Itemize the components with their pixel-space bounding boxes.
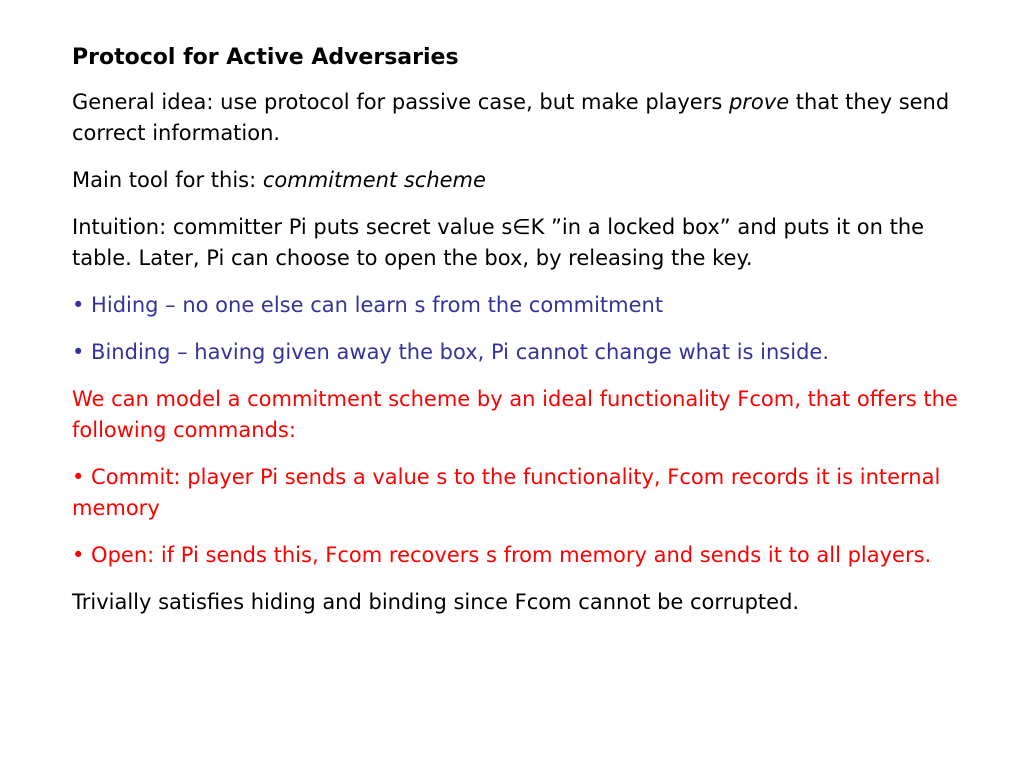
trivially-paragraph: Trivially satisfies hiding and binding since Fcom cannot be corrupted. (72, 590, 800, 614)
general-idea-text-end: that they send correct information. (72, 90, 950, 145)
general-idea-text: General idea: use protocol for passive case, but make players (72, 90, 729, 114)
slide-title: Protocol for Active Adversaries (72, 45, 459, 70)
slide-content (72, 42, 972, 634)
main-tool-text: Main tool for this: (72, 168, 263, 192)
open-bullet: • Open: if Pi sends this, Fcom recovers s from memory and sends it to all players. (72, 543, 932, 567)
intuition-paragraph: Intuition: committer Pi puts secret value s∈K ”in a locked box” and puts it on the table. Later, Pi can choose to open the box, by releasing the key. (72, 215, 925, 270)
hiding-bullet: • Hiding – no one else can learn s from the commitment (72, 293, 664, 317)
general-idea-paragraph (72, 87, 972, 149)
model-paragraph: We can model a commitment scheme by an ideal functionality Fcom, that offers the following commands: (72, 387, 958, 442)
main-tool-emphasis: commitment scheme (262, 168, 486, 192)
binding-bullet: • Binding – having given away the box, Pi cannot change what is inside. (72, 340, 830, 364)
general-idea-emphasis: prove (728, 90, 790, 114)
main-tool-paragraph (72, 165, 972, 196)
commit-bullet: • Commit: player Pi sends a value s to the functionality, Fcom records it is internal memory (72, 465, 941, 520)
